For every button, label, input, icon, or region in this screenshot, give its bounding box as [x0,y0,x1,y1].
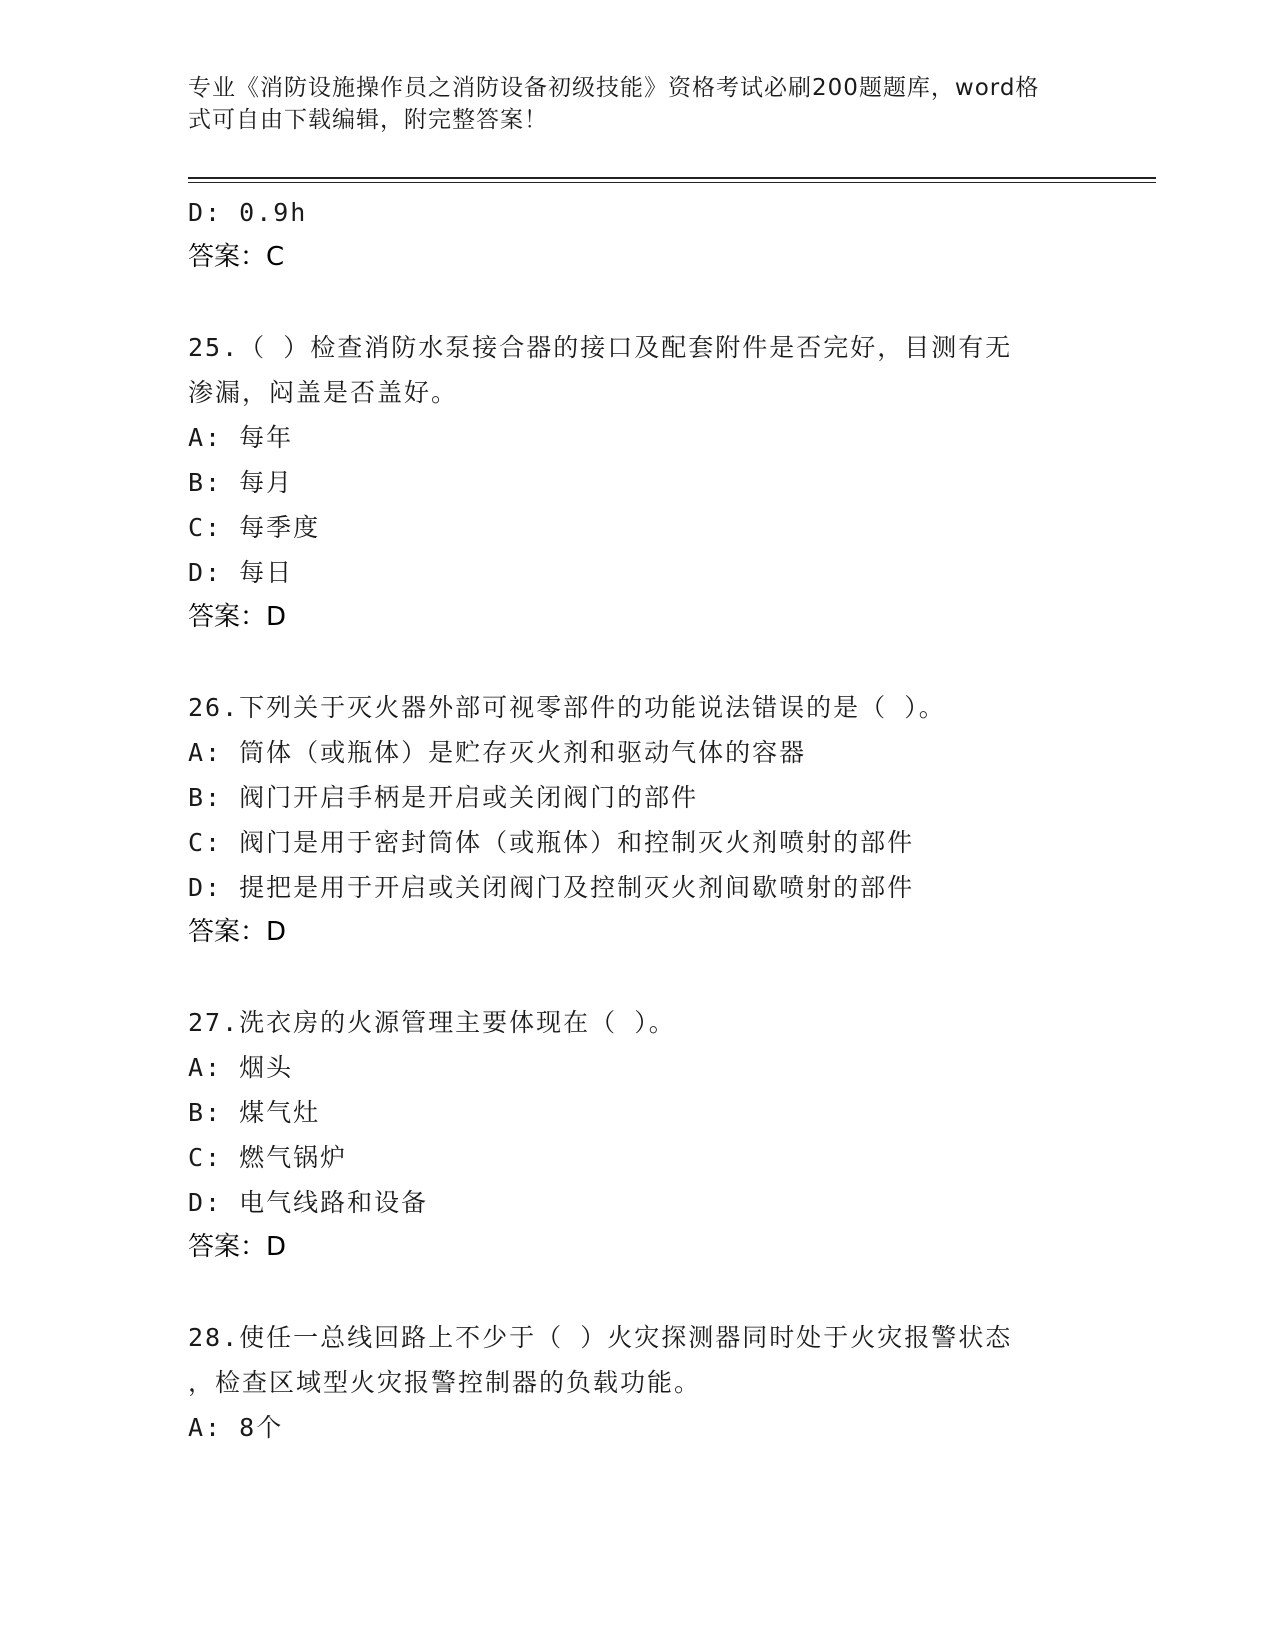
spacer [188,280,1088,325]
option-a: A: 8个 [188,1413,284,1442]
option-d: D: 0.9h [188,198,308,227]
option-d: D: 电气线路和设备 [188,1188,429,1217]
question-stem: 27.洗衣房的火源管理主要体现在（ ）。 [188,1008,676,1037]
option-a: A: 每年 [188,423,294,452]
question-stem: 28.使任一总线回路上不少于（ ）火灾探测器同时处于火灾报警状态 [188,1323,1013,1352]
question-stem: 25.（ ）检查消防水泵接合器的接口及配套附件是否完好，目测有无 [188,333,1013,362]
spacer [188,1270,1088,1315]
question-25 [188,325,1088,640]
question-stem-continued: 渗漏，闷盖是否盖好。 [188,378,459,407]
spacer [188,640,1088,685]
option-b: B: 每月 [188,468,294,497]
option-d: D: 提把是用于开启或关闭阀门及控制灭火剂间歇喷射的部件 [188,873,915,902]
option-c: C: 燃气锅炉 [188,1143,348,1172]
answer-line: 答案：C [188,242,285,272]
previous-question-tail [188,190,1088,280]
option-b: B: 阀门开启手柄是开启或关闭阀门的部件 [188,783,699,812]
question-27 [188,1000,1088,1270]
header-divider-thin [188,182,1156,183]
answer-line: 答案：D [188,1232,287,1262]
header-line-2: 式可自由下载编辑，附完整答案！ [188,107,548,133]
question-stem-continued: ，检查区域型火灾报警控制器的负载功能。 [188,1368,702,1397]
option-c: C: 阀门是用于密封筒体（或瓶体）和控制灭火剂喷射的部件 [188,828,915,857]
question-stem: 26.下列关于灭火器外部可视零部件的功能说法错误的是（ ）。 [188,693,946,722]
question-26 [188,685,1088,955]
page-header [188,72,1068,136]
option-a: A: 筒体（或瓶体）是贮存灭火剂和驱动气体的容器 [188,738,807,767]
spacer [188,955,1088,1000]
question-28 [188,1315,1088,1450]
answer-line: 答案：D [188,602,287,632]
option-c: C: 每季度 [188,513,321,542]
header-divider-thick [188,177,1156,179]
option-b: B: 煤气灶 [188,1098,321,1127]
header-line-1: 专业《消防设施操作员之消防设备初级技能》资格考试必刷200题题库，word格 [188,75,1040,101]
option-d: D: 每日 [188,558,294,587]
question-list [188,190,1088,1450]
option-a: A: 烟头 [188,1053,294,1082]
answer-line: 答案：D [188,917,287,947]
